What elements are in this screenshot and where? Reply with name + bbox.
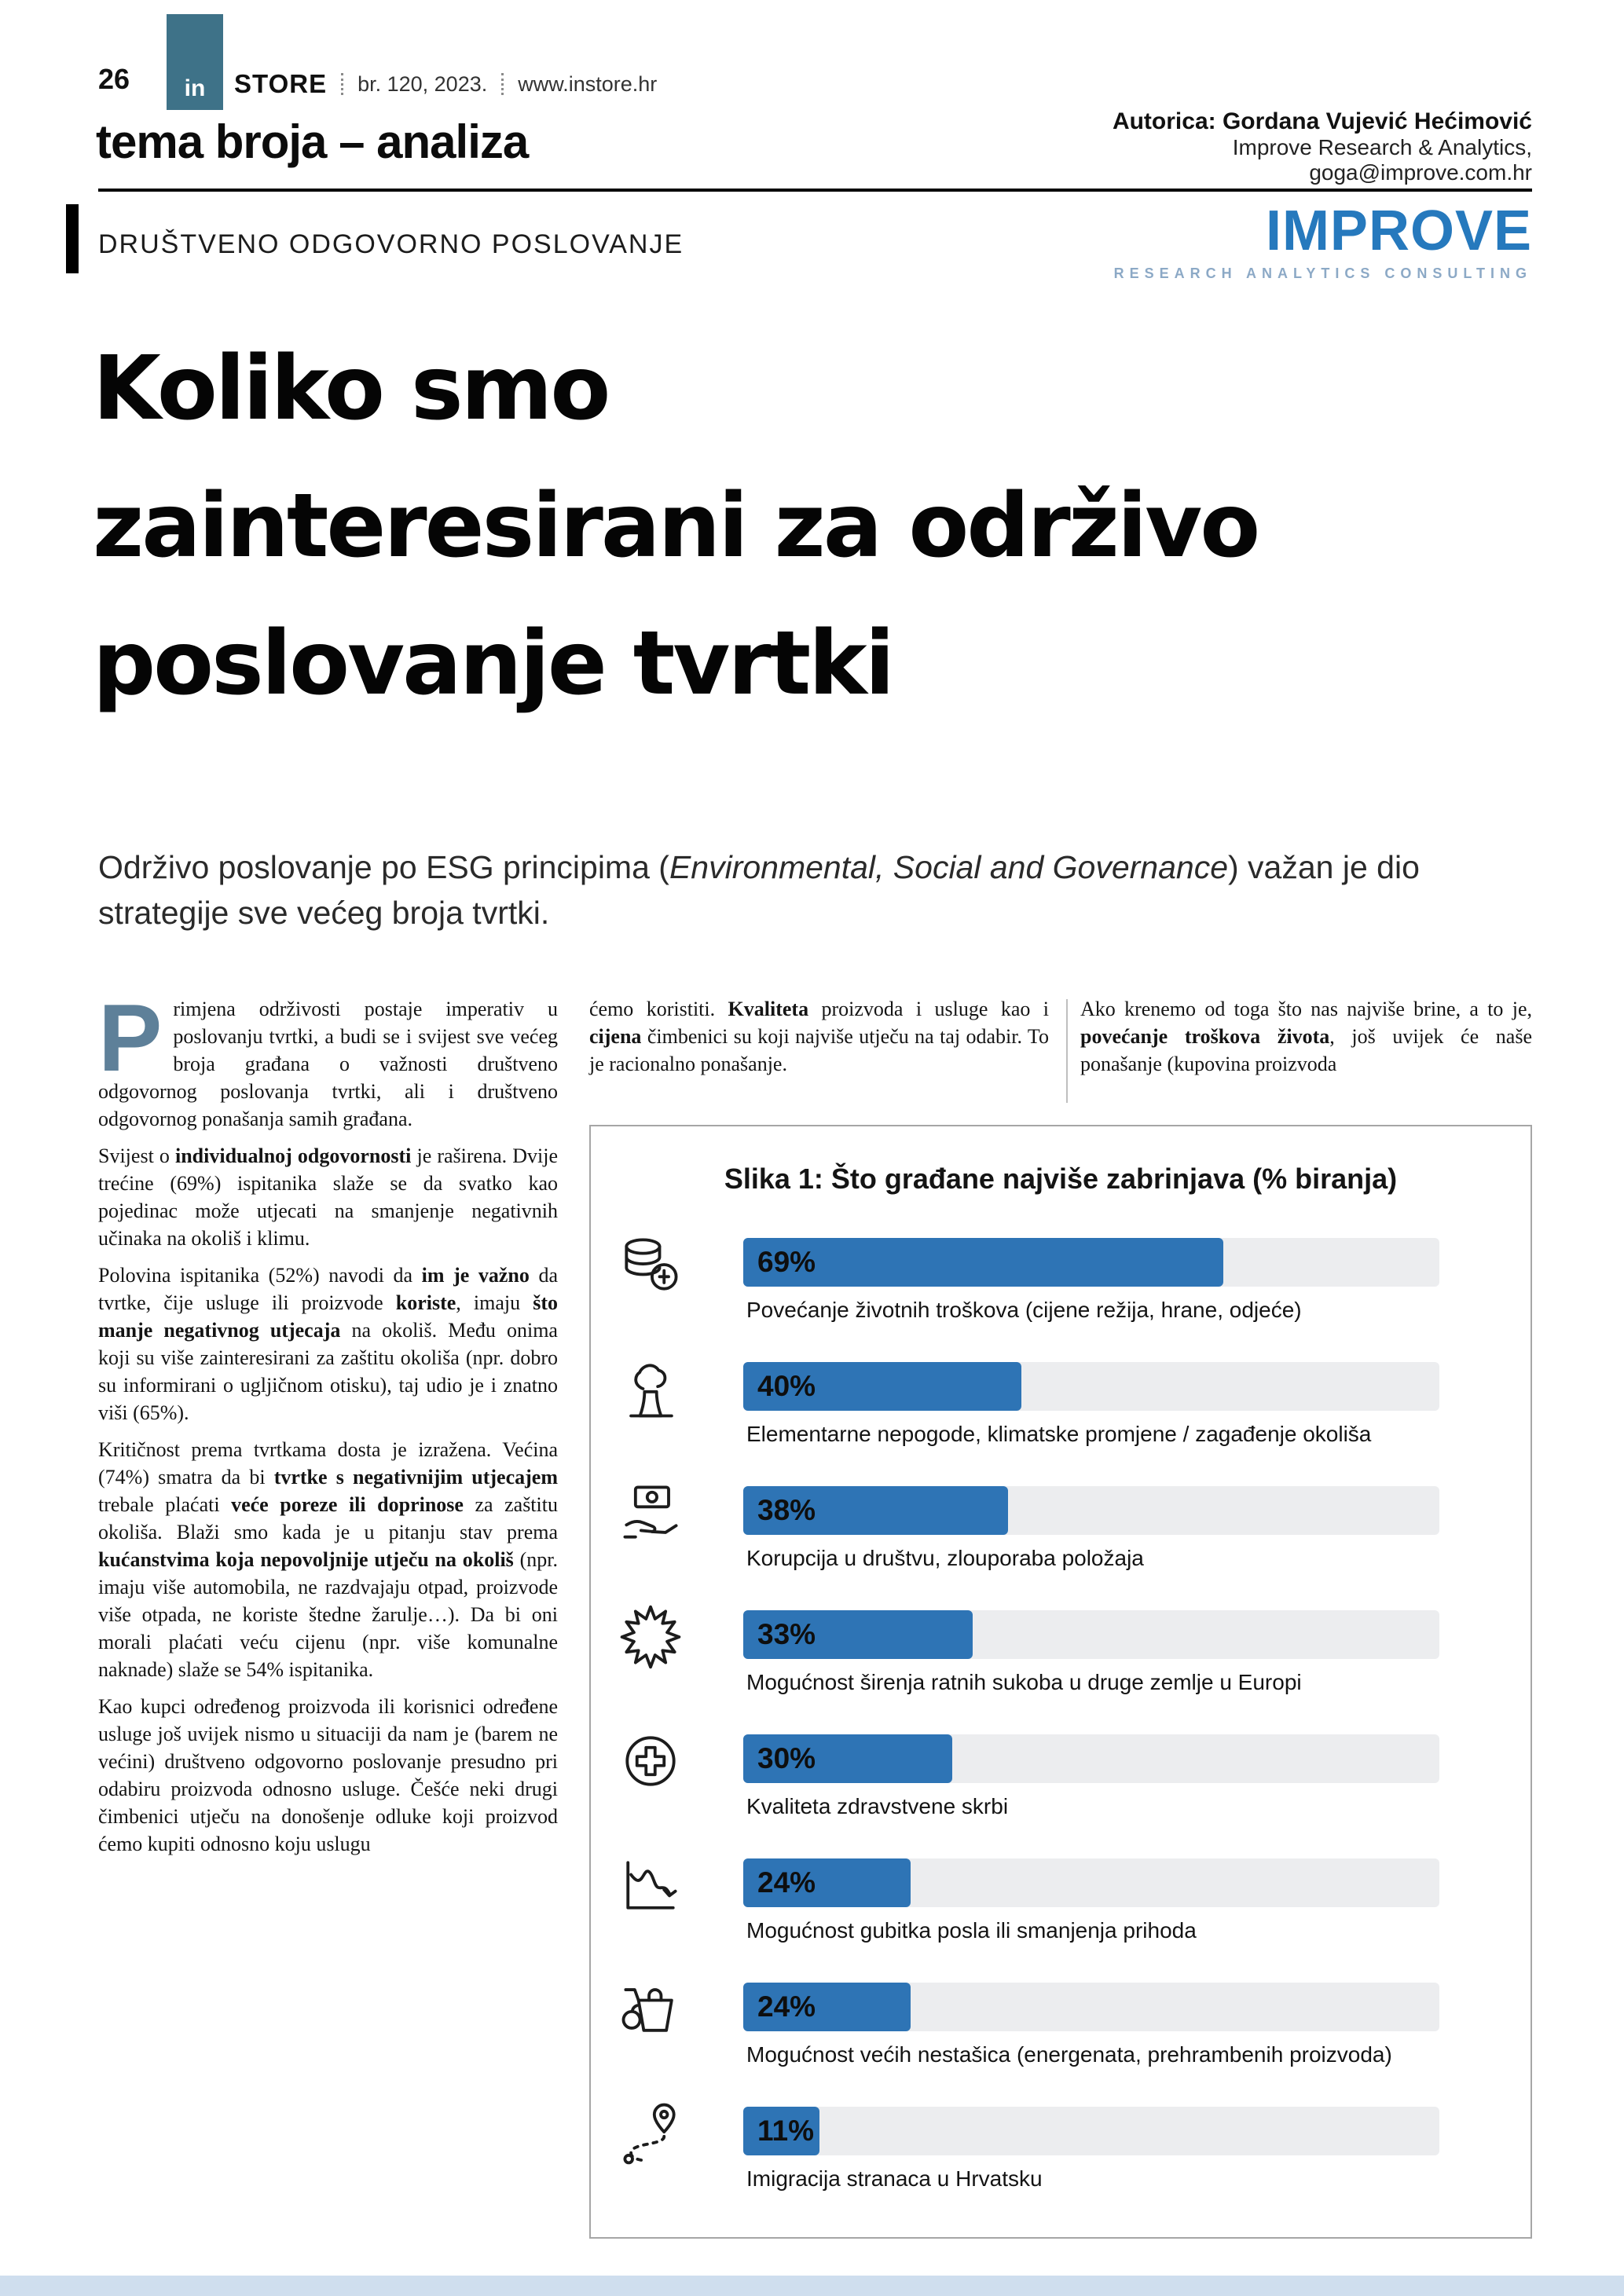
body-paragraph: Primjena održivosti postaje imperativ u poslovanju tvrtki, a budi se i svijest sve većeg broja građana o važnosti društveno odgovornog poslovanja tvrtki, ali i društveno odgovornog ponašanja samih građana. — [98, 984, 558, 1130]
bar-value-label: 11% — [757, 2115, 815, 2147]
instore-logo-store: STORE — [234, 69, 328, 98]
chart-row — [591, 1486, 1531, 1610]
bar-track — [743, 1858, 1439, 1907]
bar-fill — [743, 1734, 952, 1783]
bar-track — [743, 1362, 1439, 1411]
body-paragraph: ćemo koristiti. Kvaliteta proizvoda i usluge kao i cijena čimbenici su koji najviše utječu na taj odabir. To je racionalno ponašanje. — [589, 998, 1049, 1075]
article-col-2 — [589, 995, 1049, 1087]
chart-row — [591, 2107, 1531, 2231]
bar-category-label: Kvaliteta zdravstvene skrbi — [746, 1794, 1009, 1818]
improve-logo-tagline: RESEARCH ANALYTICS CONSULTING — [1113, 265, 1532, 281]
chart-row — [591, 1983, 1531, 2107]
coins-icon — [614, 1229, 687, 1301]
medical-cross-icon — [614, 1725, 687, 1797]
kicker-bar — [66, 204, 79, 273]
explosion-icon — [614, 1601, 687, 1673]
bar-value-label: 24% — [757, 1990, 816, 2023]
instore-logo-in: in — [184, 75, 206, 101]
bar-fill — [743, 1486, 1008, 1535]
section-title: tema broja – analiza — [96, 115, 529, 168]
chart-row — [591, 1610, 1531, 1734]
bar-category-label: Elementarne nepogode, klimatske promjene / zagađenje okoliša — [746, 1422, 1372, 1446]
bar-track — [743, 1610, 1439, 1659]
website-url: www.instore.hr — [518, 71, 658, 96]
dotted-separator — [341, 73, 343, 95]
bar-category-label: Korupcija u društvu, zlouporaba položaja — [746, 1546, 1144, 1570]
bar-value-label: 69% — [757, 1246, 816, 1278]
chart-row — [591, 1362, 1531, 1486]
body-paragraph: Kritičnost prema tvrtkama dosta je izražena. Većina (74%) smatra da bi tvrtke s negativnijim utjecajem trebale plaćati veće poreze ili doprinose za zaštitu okoliša. Blaži smo kada je u pitanju stav prema kućanstvima koja nepovoljnije utječu na okoliš (npr. imaju više automobila, ne razdvajaju otpad, proizvode više otpada, ne koriste štedne žarulje…). Da bi oni morali plaćati veću cijenu (npr. više komunalne naknade) slaže se 54% ispitanika. — [98, 1438, 558, 1681]
dotted-separator — [501, 73, 504, 95]
instore-logo — [167, 14, 223, 110]
bar-category-label: Imigracija stranaca u Hrvatsku — [746, 2166, 1043, 2191]
article-col-3 — [1080, 995, 1532, 1087]
headline-line: zainteresirani za održivo — [93, 475, 1259, 577]
drop-cap: P — [98, 984, 163, 1091]
body-paragraph: Svijest o individualnoj odgovornosti je raširena. Dvije trećine (69%) ispitanika slaže se da svatko kao pojedinac može utjecati na smanjenje negativnih učinaka na okoliš i klimu. — [98, 1144, 559, 1250]
chart-rows — [591, 1238, 1531, 2231]
bar-value-label: 24% — [757, 1866, 816, 1899]
bar-category-label: Povećanje životnih troškova (cijene režija, hrane, odjeće) — [746, 1298, 1302, 1322]
author-byline: Autorica: Gordana Vujević Hećimović — [1112, 108, 1532, 134]
article-kicker: DRUŠTVENO ODGOVORNO POSLOVANJE — [98, 229, 684, 259]
author-block — [1113, 108, 1532, 185]
bar-fill — [743, 1858, 911, 1907]
body-paragraph: Ako krenemo od toga što nas najviše brine, a to je, povećanje troškova života, još uvijek će naše ponašanje (kupovina proizvoda — [1080, 998, 1532, 1075]
improve-logo — [1113, 200, 1532, 282]
lead-paragraph: Održivo poslovanje po ESG principima (Environmental, Social and Governance) važan je dio strategije sve većeg broja tvrtki. — [98, 849, 1420, 931]
bar-value-label: 30% — [757, 1742, 816, 1774]
headline — [93, 320, 1258, 733]
improve-logo-wordmark: IMPROVE — [1265, 200, 1532, 262]
page-number: 26 — [98, 63, 130, 95]
chart-row — [591, 1858, 1531, 1983]
declining-chart-icon — [614, 1849, 687, 1921]
bar-fill — [743, 1238, 1223, 1287]
author-organisation: Improve Research & Analytics, — [1232, 135, 1532, 159]
bar-fill — [743, 1983, 911, 2031]
body-paragraph: Kao kupci određenog proizvoda ili korisnici određene usluge još uvijek nismo u situaciji da nam je (barem ne većini) društveno odgovorno poslovanje presudno pri odabiru proizvoda odnosno usluge. Češće neki drugi čimbenici utječu na donošenje odluke koji proizvod ćemo kupiti odnosno koju uslugu — [98, 1695, 558, 1855]
chart-title: Slika 1: Što građane najviše zabrinjava (% biranja) — [724, 1163, 1398, 1195]
figure-1-chart — [589, 1125, 1532, 2239]
headline-line: poslovanje tvrtki — [93, 613, 893, 715]
bar-category-label: Mogućnost gubitka posla ili smanjenja prihoda — [746, 1918, 1197, 1943]
bar-value-label: 40% — [757, 1370, 816, 1402]
bar-track — [743, 1983, 1439, 2031]
bar-track — [743, 2107, 1439, 2155]
body-paragraph: Polovina ispitanika (52%) navodi da im je važno da tvrtke, čije usluge ili proizvode koriste, imaju što manje negativnog utjecaja na okoliš. Među onima koji su više zainteresirani za zaštitu okoliša (npr. dobro su informirani o ugljičnom otisku), taj udio je i znatno viši (65%). — [98, 1264, 558, 1424]
chart-row — [591, 1734, 1531, 1858]
chart-row — [591, 1238, 1531, 1362]
issue-number: br. 120, 2023. — [357, 71, 488, 96]
route-pin-icon — [614, 2097, 687, 2170]
power-plant-pollution-icon — [614, 1353, 687, 1425]
bar-fill — [743, 1362, 1021, 1411]
author-email: goga@improve.com.hr — [1309, 160, 1532, 185]
column-divider — [1066, 999, 1068, 1103]
bribe-money-icon — [614, 1477, 687, 1549]
grocery-shortage-icon — [614, 1973, 687, 2045]
bottom-page-strip — [0, 2276, 1624, 2296]
bar-category-label: Mogućnost širenja ratnih sukoba u druge zemlje u Europi — [746, 1670, 1302, 1694]
bar-value-label: 33% — [757, 1618, 816, 1650]
article-col-1 — [98, 984, 559, 1867]
bar-fill — [743, 1610, 973, 1659]
horizontal-rule — [98, 189, 1532, 192]
headline-line: Koliko smo — [93, 338, 609, 440]
masthead — [234, 69, 657, 99]
bar-category-label: Mogućnost većih nestašica (energenata, prehrambenih proizvoda) — [746, 2042, 1392, 2067]
bar-fill — [743, 2107, 819, 2155]
bar-track — [743, 1486, 1439, 1535]
bar-track — [743, 1734, 1439, 1783]
bar-value-label: 38% — [757, 1494, 816, 1526]
bar-track — [743, 1238, 1439, 1287]
